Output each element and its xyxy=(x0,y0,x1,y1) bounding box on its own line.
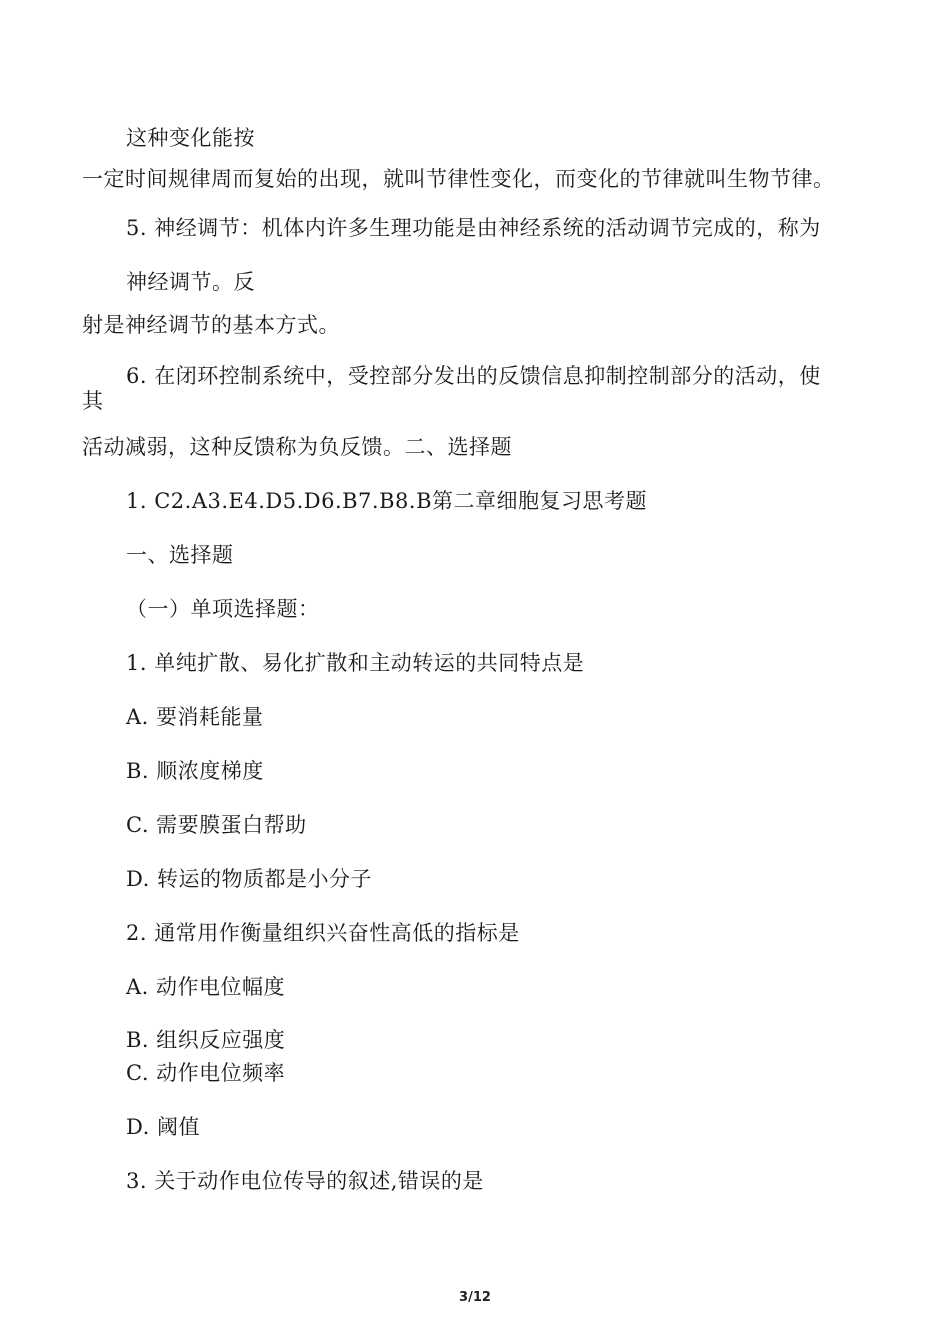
text-line: 一定时间规律周而复始的出现，就叫节律性变化，而变化的节律就叫生物节律。 xyxy=(82,167,835,191)
option: D. 转运的物质都是小分子 xyxy=(126,867,372,891)
question: 2. 通常用作衡量组织兴奋性高低的指标是 xyxy=(126,921,520,945)
text-line: 其 xyxy=(82,389,104,413)
text-line: 射是神经调节的基本方式。 xyxy=(82,313,340,337)
option: C. 需要膜蛋白帮助 xyxy=(126,813,307,837)
option: A. 要消耗能量 xyxy=(126,705,264,729)
text-line: 这种变化能按 xyxy=(126,126,255,150)
subsection-heading: （一）单项选择题： xyxy=(126,597,320,621)
question: 1. 单纯扩散、易化扩散和主动转运的共同特点是 xyxy=(126,651,585,675)
option: C. 动作电位频率 xyxy=(126,1061,286,1085)
option: A. 动作电位幅度 xyxy=(126,975,286,999)
text-line: 6. 在闭环控制系统中，受控部分发出的反馈信息抑制控制部分的活动，使 xyxy=(126,364,821,388)
option: B. 组织反应强度 xyxy=(126,1028,286,1052)
section-heading: 一、选择题 xyxy=(126,543,234,567)
text-line: 5. 神经调节：机体内许多生理功能是由神经系统的活动调节完成的，称为 xyxy=(126,216,821,240)
option: D. 阈值 xyxy=(126,1115,200,1139)
page-number: 3/12 xyxy=(459,1290,491,1305)
text-line: 神经调节。反 xyxy=(126,270,255,294)
question: 3. 关于动作电位传导的叙述,错误的是 xyxy=(126,1169,484,1193)
text-line: 活动减弱，这种反馈称为负反馈。二、选择题 xyxy=(82,435,512,459)
option: B. 顺浓度梯度 xyxy=(126,759,264,783)
text-line: 1. C2.A3.E4.D5.D6.B7.B8.B第二章细胞复习思考题 xyxy=(126,489,647,513)
